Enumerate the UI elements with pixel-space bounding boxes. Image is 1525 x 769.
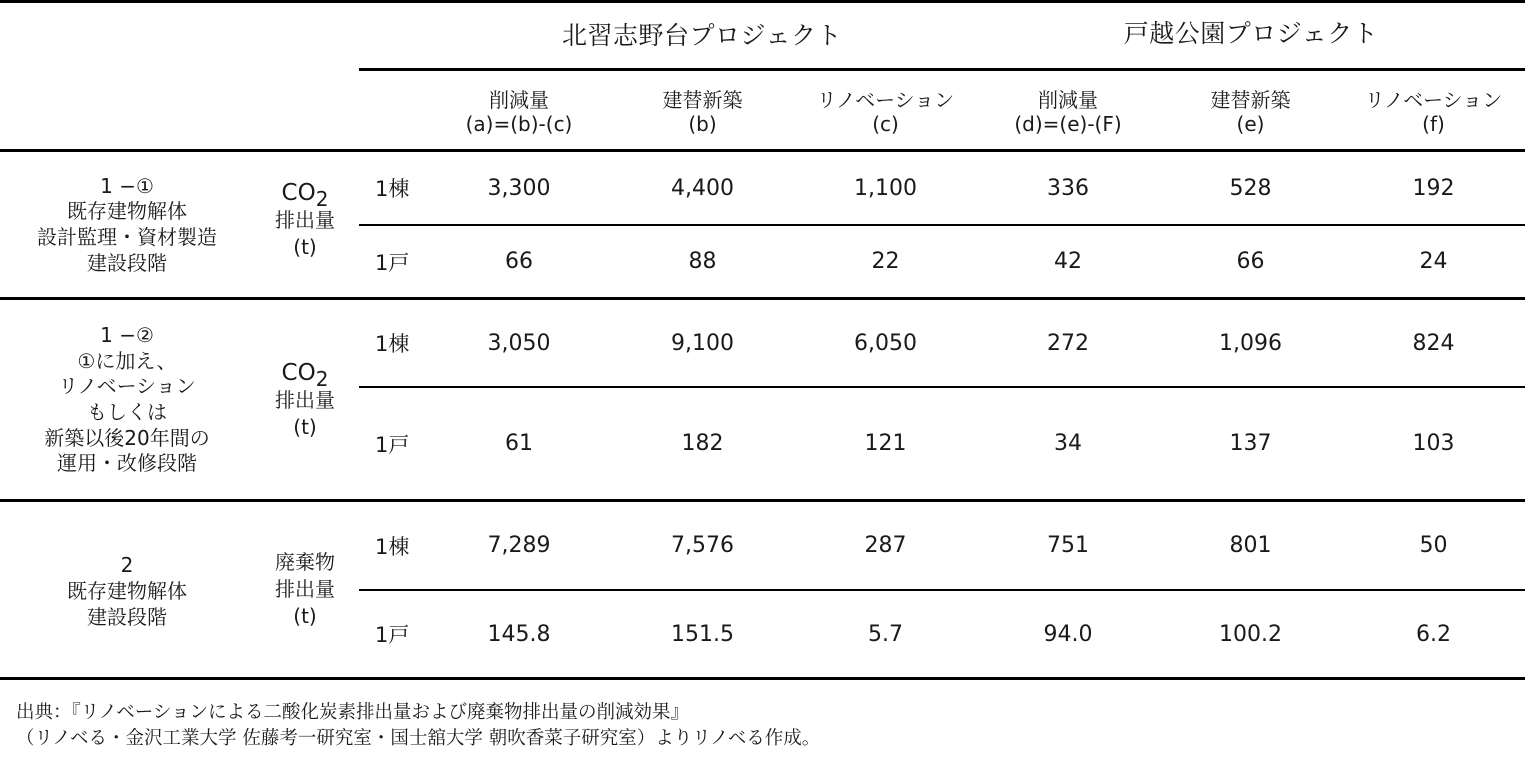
value-cell: 182 xyxy=(681,431,724,456)
stage-label-line: 運用・改修段階 xyxy=(57,451,197,476)
column-header xyxy=(977,82,1159,142)
column-header-label: 削減量 xyxy=(489,88,549,112)
value-cell: 336 xyxy=(1047,175,1089,201)
value-cell: 3,050 xyxy=(487,330,551,356)
column-header xyxy=(427,82,611,142)
value-cell: 751 xyxy=(1047,533,1089,558)
value-cell: 1,100 xyxy=(854,175,917,201)
value-cell: 103 xyxy=(1412,431,1455,456)
value-cell: 5.7 xyxy=(868,621,903,647)
metric-line: 排出量 xyxy=(275,388,335,412)
stage-label-line: 2 xyxy=(120,553,134,578)
rule-top xyxy=(0,0,1525,3)
metric-unit: (t) xyxy=(293,415,317,439)
co2-label: $CO_2$ xyxy=(281,180,329,211)
column-header xyxy=(1159,82,1342,142)
value-cell: 88 xyxy=(688,249,717,274)
row-unit: 1棟 xyxy=(375,177,410,201)
column-header-formula: (d)=(e)-(F) xyxy=(1014,112,1122,136)
value-cell: 7,576 xyxy=(671,533,734,558)
metric-label xyxy=(254,170,356,270)
rule-bottom xyxy=(0,677,1525,680)
column-header-label: 削減量 xyxy=(1038,88,1098,112)
stage-label-line: 既存建物解体 xyxy=(67,199,187,224)
value-cell: 42 xyxy=(1054,249,1082,274)
row-unit: 1棟 xyxy=(375,534,410,559)
value-cell: 272 xyxy=(1047,330,1089,356)
project-header-togoshi: 戸越公園プロジェクト xyxy=(1123,19,1379,48)
value-cell: 22 xyxy=(871,249,900,274)
source-note-line1: 出典：『リノベーションによる二酸化炭素排出量および廃棄物排出量の削減効果』 xyxy=(16,702,690,723)
value-cell: 801 xyxy=(1229,533,1272,558)
row-unit: 1戸 xyxy=(375,250,410,275)
stage-label xyxy=(0,315,254,485)
value-cell: 137 xyxy=(1229,431,1272,456)
value-cell: 824 xyxy=(1412,330,1455,356)
column-header-formula: (b) xyxy=(688,112,717,136)
value-cell: 94.0 xyxy=(1043,621,1093,647)
value-cell: 121 xyxy=(864,431,907,456)
column-header xyxy=(1342,82,1525,142)
value-cell: 151.5 xyxy=(671,621,734,647)
column-header xyxy=(794,82,977,142)
stage-label xyxy=(0,550,254,634)
value-cell: 9,100 xyxy=(671,330,734,356)
value-cell: 1,096 xyxy=(1219,330,1282,356)
column-header xyxy=(611,82,794,142)
stage-label xyxy=(0,160,254,290)
stage-label-line: もしくは xyxy=(87,400,167,424)
stage-label-line: リノベーション xyxy=(58,374,196,399)
metric-label xyxy=(254,350,356,450)
stage-label-line: 1 −② xyxy=(100,322,154,347)
column-header-formula: (c) xyxy=(872,112,899,136)
value-cell: 6.2 xyxy=(1416,621,1451,647)
value-cell: 287 xyxy=(864,533,907,558)
column-header-label: リノベーション xyxy=(816,88,955,112)
column-header-label: 建替新築 xyxy=(1210,88,1291,112)
value-cell: 6,050 xyxy=(854,330,917,356)
value-cell: 100.2 xyxy=(1219,621,1282,647)
value-cell: 50 xyxy=(1419,533,1448,558)
source-note-line2: （リノベる・金沢工業大学 佐藤考一研究室・国士舘大学 朝吹香菜子研究室）よりリノベる作成。 xyxy=(16,728,821,749)
stage-label-line: 1 −① xyxy=(100,173,154,198)
stage-label-line: 新築以後20年間の xyxy=(44,425,210,450)
metric-line: 廃棄物 xyxy=(275,549,335,574)
metric-unit: (t) xyxy=(293,235,317,259)
value-cell: 192 xyxy=(1412,175,1455,201)
rule-project-header xyxy=(359,68,1525,71)
metric-line: 排出量 xyxy=(275,208,335,232)
row-unit: 1戸 xyxy=(375,623,410,647)
value-cell: 66 xyxy=(1236,249,1265,274)
co2-label: $CO_2$ xyxy=(281,360,329,391)
stage-label-line: ①に加え、 xyxy=(77,348,177,373)
value-cell: 7,289 xyxy=(487,533,551,558)
column-header-formula: (e) xyxy=(1236,112,1265,136)
metric-line: 排出量 xyxy=(275,576,335,601)
column-header-formula: (a)=(b)-(c) xyxy=(465,112,573,136)
value-cell: 145.8 xyxy=(487,621,551,647)
value-cell: 4,400 xyxy=(671,175,734,201)
value-cell: 61 xyxy=(505,431,533,456)
value-cell: 34 xyxy=(1054,431,1082,456)
stage-label-line: 建設段階 xyxy=(87,604,167,629)
project-header-kitanarashino: 北習志野台プロジェクト xyxy=(561,21,842,50)
metric-unit: (t) xyxy=(293,603,317,628)
value-cell: 3,300 xyxy=(487,175,551,201)
metric-label xyxy=(254,545,356,633)
column-header-formula: (f) xyxy=(1422,112,1445,136)
stage-label-line: 建設段階 xyxy=(87,250,167,275)
row-unit: 1戸 xyxy=(375,432,410,457)
row-unit: 1棟 xyxy=(375,332,410,356)
column-header-label: リノベーション xyxy=(1364,88,1503,112)
stage-label-line: 設計監理・資材製造 xyxy=(37,225,217,249)
value-cell: 66 xyxy=(505,249,533,274)
stage-label-line: 既存建物解体 xyxy=(67,579,187,604)
value-cell: 528 xyxy=(1229,175,1272,201)
column-header-label: 建替新築 xyxy=(662,88,743,112)
value-cell: 24 xyxy=(1419,249,1448,274)
